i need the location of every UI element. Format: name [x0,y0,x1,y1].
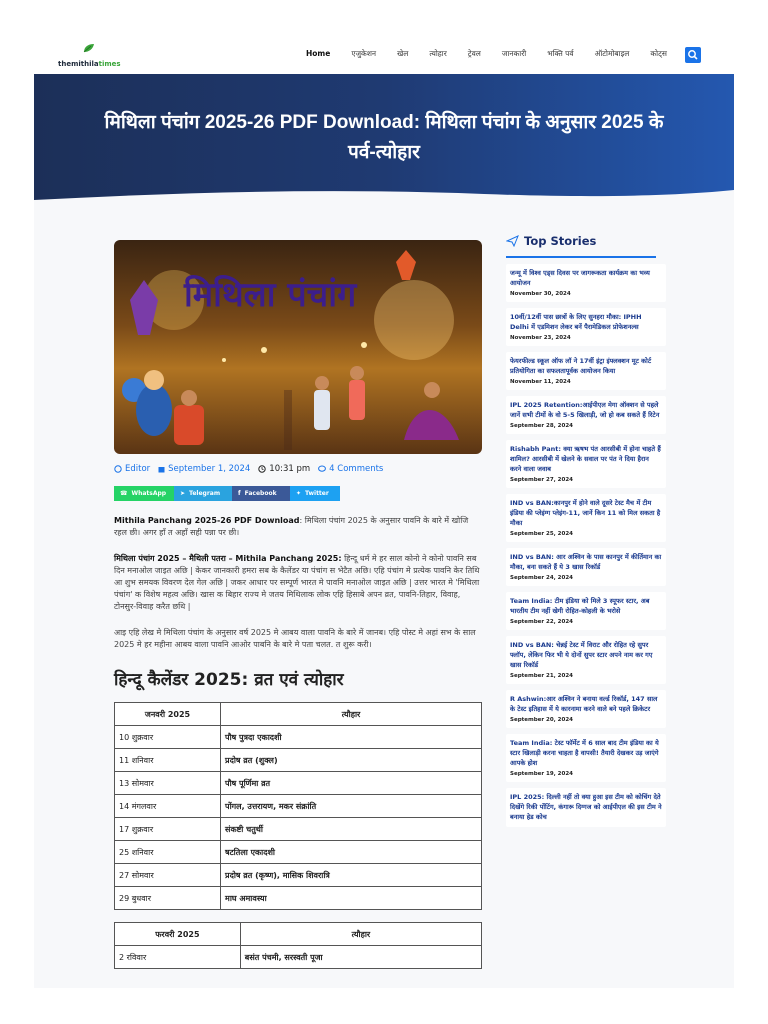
intro-paragraph [114,515,482,539]
table-cell-date: 29 बुधवार [115,887,221,910]
story-item[interactable] [506,548,666,586]
story-title[interactable]: IND vs BAN: आर अश्विन के पास कानपुर में कीर्तिमान का मौका, बना सकते हैं ये 3 खास रिकॉर्ड [510,553,662,571]
table-cell-festival: प्रदोष व्रत (शुक्ल) [221,749,482,772]
post-time-text: 10:31 pm [269,464,311,474]
author-name: Editor [125,464,151,474]
description-paragraph [114,553,482,613]
twitter-label: Twitter [305,490,329,497]
share-facebook-button[interactable] [232,486,290,501]
story-item[interactable] [506,396,666,434]
story-item[interactable] [506,308,666,346]
intro-text: : मिथिला पंचांग 2025 के अनुसार पावनि के बारे में खोजि रहल छी। अगर हाँ त अहाँ सही पन्ना पर छी। [114,516,469,537]
section-heading: हिन्दू कैलेंडर 2025: व्रत एवं त्योहार [114,670,344,690]
story-date: September 27, 2024 [510,477,573,483]
story-item[interactable] [506,440,666,488]
table-row [115,772,482,795]
featured-image-title: मिथिला पंचांग [184,275,357,315]
story-title[interactable]: IND vs BAN:कानपुर में होने वाले दूसरे टेस्ट मैच में टीम इंडिया की प्लेइंग्ग प्लेइंग-11, जानें किन 11 को मिल सकता है मौका [510,499,661,527]
twitter-icon: ✦ [296,490,302,497]
table-cell-festival: संकष्टी चतुर्थी [221,818,482,841]
description-bold: मिथिला पंचांग 2025 – मैथिली पतरा – Mithila Panchang 2025: [114,554,342,563]
table-row [115,795,482,818]
page-title: मिथिला पंचांग 2025-26 PDF Download: मिथिला पंचांग के अनुसार 2025 के पर्व-त्योहार [104,112,664,163]
table-row [115,818,482,841]
table-header-row [115,923,482,946]
author-link[interactable] [114,464,150,474]
telegram-icon: ➤ [180,490,186,497]
paper-plane-icon [506,235,519,247]
story-date: November 11, 2024 [510,379,571,385]
post-meta [114,464,482,474]
nav-item-devotion[interactable]: भक्ति पर्व [547,49,574,58]
story-item[interactable] [506,690,666,728]
story-date: November 23, 2024 [510,335,571,341]
facebook-label: Facebook [244,490,277,497]
story-date: September 20, 2024 [510,717,573,723]
story-item[interactable] [506,494,666,542]
nav-item-automobile[interactable]: ऑटोमोबाइल [594,49,630,58]
comment-icon [318,465,326,473]
hero-banner [34,74,734,206]
nav-item-festivals[interactable]: त्योहार [429,49,447,58]
table-cell-date: 2 रविवार [115,946,241,969]
featured-image [114,240,482,454]
nav-item-education[interactable]: एजुकेशन [351,49,377,58]
table-cell-festival: माघ अमावस्या [221,887,482,910]
article-content [114,240,482,969]
main-area [34,206,734,988]
table-header-cell: जनवरी 2025 [115,703,221,726]
table-cell-festival: पौष पुत्रदा एकादशी [221,726,482,749]
story-title[interactable]: R Ashwin:आर अश्विन ने बनाया वर्ल्ड रिकॉर्ड, 147 साल के टेस्ट इतिहास में ये कारनामा करने वाले बने पहले क्रिकेटर [510,695,658,713]
post-date[interactable] [158,464,250,474]
table-cell-festival: पौष पूर्णिमा व्रत [221,772,482,795]
story-date: September 22, 2024 [510,619,573,625]
user-icon [114,465,122,473]
story-date: September 19, 2024 [510,771,573,777]
table-row [115,749,482,772]
january-festival-table [114,702,482,910]
sidebar-title [506,234,656,258]
nav-item-info[interactable]: जानकारी [501,49,527,58]
story-item[interactable] [506,264,666,302]
table-row [115,841,482,864]
overview-paragraph: आइ एहि लेख मे मिथिला पंचांग के अनुसार वर्ष 2025 मे आबय वाला पावनि के बारे में जानब। एहि पोस्ट मे अहां सभ के साल 2025 मे हर महीना आबय वाला पावनि आओर पाबनि के बारे मे पता चलत. त शुरू करी। [114,628,476,649]
story-title[interactable]: जन्मू में विश्व एड्स दिवस पर जागरूकता कार्यक्रम का भव्य आयोजन [510,269,650,287]
intro-bold: Mithila Panchang 2025-26 PDF Download [114,516,300,525]
table-cell-date: 14 मंगलवार [115,795,221,818]
story-date: November 30, 2024 [510,291,571,297]
nav-item-home[interactable]: Home [306,49,331,58]
share-buttons [114,486,482,501]
calendar-icon [158,466,165,473]
table-header-cell: त्यौहार [240,923,481,946]
story-title[interactable]: Team India: टीम इंडिया को मिले 3 स्पूफर स्टार, अब भारतीय टीम नहीं खेगी रोहित-कोहली के भरोसे [510,597,650,615]
story-date: September 25, 2024 [510,531,573,537]
story-title[interactable]: Rishabh Pant: क्या ऋषभ पंत आरसीबी में होना चाहते हैं शामिल? आरसीबी में खेलने के सवाल पर पंत ने दिया हैरान करने वाला जवाब [510,445,661,473]
table-row [115,864,482,887]
nav-item-quotes[interactable]: कोट्स [650,49,667,58]
nav-item-travel[interactable]: ट्रेवल [467,49,481,58]
story-item[interactable] [506,592,666,630]
table-row [115,726,482,749]
hero-wave-divider [34,186,734,206]
table-header-cell: फरवरी 2025 [115,923,241,946]
story-item[interactable] [506,788,666,827]
story-title[interactable]: Team India: टेस्ट फॉर्मेट में 6 साल बाद टीम इंडिया का ये स्टार खिलाड़ी करना चाहता है वापसी! तैयारी देखकर उड़ जाएंगे आपके होश [510,739,659,767]
telegram-label: Telegram [189,490,221,497]
search-button[interactable] [685,47,701,63]
post-date-text: September 1, 2024 [168,464,251,474]
story-item[interactable] [506,734,666,782]
table-cell-date: 25 शनिवार [115,841,221,864]
main-nav [306,49,688,59]
table-header-row [115,703,482,726]
story-item[interactable] [506,352,666,390]
table-cell-festival: पोंगल, उत्तरायण, मकर संक्रांति [221,795,482,818]
share-whatsapp-button[interactable] [114,486,174,501]
table-cell-date: 13 सोमवार [115,772,221,795]
story-title[interactable]: IPL 2025 Retention:आईपीएल मेगा ऑक्शन से पहले जानें सभी टीमों के वो 5-5 खिलाड़ी, जो हो कब सकते हैं रिटेन [510,401,660,419]
february-festival-table [114,922,482,969]
clock-icon [258,465,266,473]
story-title[interactable]: फेयरफील्ड स्कूल ऑफ लॉ ने 17वीं इंट्रा इंफ्लक्शन मूट कोर्ट प्रतियोगिता का सफलतापूर्वक आयोजन किया [510,357,652,375]
story-date: September 21, 2024 [510,673,573,679]
site-logo[interactable] [58,42,128,72]
comments-link[interactable] [318,464,383,474]
table-cell-festival: बसंत पंचमी, सरस्वती पूजा [240,946,481,969]
table-header-cell: त्यौहार [221,703,482,726]
whatsapp-label: WhatsApp [131,490,167,497]
story-item[interactable] [506,636,666,684]
story-date: September 24, 2024 [510,575,573,581]
table-cell-festival: प्रदोष व्रत (कृष्ण), मासिक शिवरात्रि [221,864,482,887]
top-stories-sidebar [506,234,666,827]
site-header [34,40,734,74]
leaf-logo-icon [82,43,96,53]
facebook-icon: f [238,490,241,497]
table-cell-date: 27 सोमवार [115,864,221,887]
share-twitter-button[interactable] [290,486,340,501]
story-title[interactable]: 10वीं/12वीं पास छात्रों के लिए सुनहरा मौका: IPHH Delhi में एडमिशन लेकर बनें पैरामेडिकल प्रोफेशनल्स [510,313,642,331]
table-cell-festival: षटतिला एकादशी [221,841,482,864]
table-cell-date: 10 शुक्रवार [115,726,221,749]
search-icon [685,47,701,63]
nav-item-sports[interactable]: खेल [397,49,409,58]
share-telegram-button[interactable] [174,486,232,501]
table-cell-date: 17 शुक्रवार [115,818,221,841]
story-title[interactable]: IPL 2025: दिल्ली नहीं तो क्या हुआ इस टीम को कोचिंग देते दिखेंगे रिकी पोंटिंग, कंगारू दिग्गज को आईपीएल की इस टीम ने बनाया हेड कोच [510,793,662,821]
description-text: हिन्दू धर्म मे हर साल कोनो ने कोनो पावनि सब दिन मनाओल जाइत अछि | केकर जानकारी हमरा सब के कैलेंडर या पंचांग स भेटैत अछि। एहि पंचांग मे प्रत्येक पावनि केर तिथि आ शुभ समयक विवरण देल गेल अछि | जकर आधार पर सम्पूर्ण भारत मे पावनि मनाओल जाइत अछि | उत्तर भारत मे 'मिथिला पंचांग' क विशेष महत्व अछि। खास क बिहार राज्य मे जतय मिथिलाक लोक एहि हिसाबे अपन व्रत, पावनि-तिहार, विवाह, टोनसुर-विवाह करैत छथि | [114,554,480,611]
table-row [115,887,482,910]
table-cell-date: 11 शनिवार [115,749,221,772]
post-time [258,464,310,474]
whatsapp-icon: ☎ [120,490,128,497]
story-date: September 28, 2024 [510,423,573,429]
table-row [115,946,482,969]
story-title[interactable]: IND vs BAN: चेन्नई टेस्ट में विराट और रोहित रहे सुपर फ्लॉप, लेकिन फिर भी ये दोनों सुपर स्टार अपने नाम कर गए खास रिकॉर्ड [510,641,653,669]
comments-count: 4 Comments [329,464,384,474]
logo-text: themithilatimes [58,60,121,68]
sidebar-title-text: Top Stories [524,234,597,248]
